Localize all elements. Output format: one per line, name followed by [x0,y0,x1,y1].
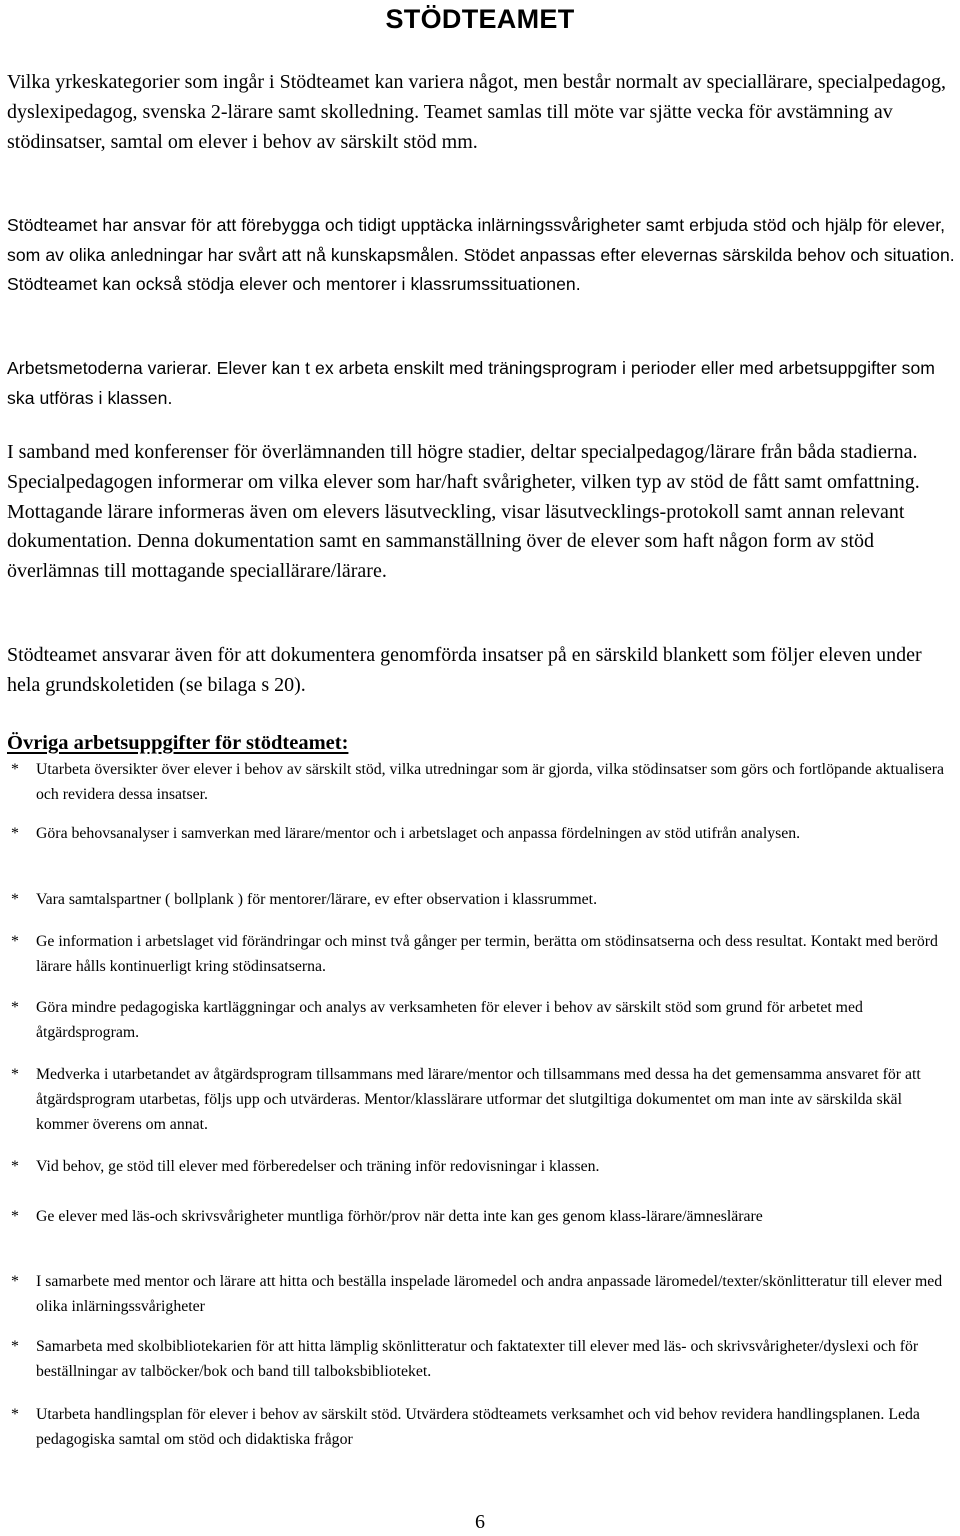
task-item [11,887,956,912]
task-text: Göra behovsanalyser i samverkan med lärare/mentor och i arbetslaget och anpassa fördelningen av stöd utifrån analysen. [36,825,801,842]
bullet-star: * [11,891,19,908]
task-item [11,821,956,846]
task-item [11,929,956,979]
bullet-star: * [11,1406,19,1423]
task-text: Samarbeta med skolbibliotekarien för att hitta lämplig skönlitteratur och faktatexter till elever med läs- och skrivsvårigheter/dyslexi och för beställningar av talböcker/bok och band till talboksbiblioteket. [36,1338,919,1380]
page-title: STÖDTEAMET [385,4,575,34]
bullet-star: * [11,1208,19,1225]
task-text: I samarbete med mentor och lärare att hitta och beställa inspelade läromedel och andra anpassade läromedel/texter/skönlitteratur till elever med olika inlärningssvårigheter [36,1273,943,1315]
task-item [11,1402,956,1452]
task-item [11,1269,956,1319]
task-item [11,995,956,1045]
task-item [11,1154,956,1179]
intro-paragraph: Vilka yrkeskategorier som ingår i Stödteamet kan variera något, men består normalt av speciallärare, specialpedagog, dyslexipedagog, svenska 2-lärare samt skolledning. Teamet samlas till möte var sjätte vecka för avstämning av stödinsatser, samtal om elever i behov av särskilt stöd mm. [7,71,946,153]
task-item [11,1062,956,1137]
methods-paragraph: Arbetsmetoderna varierar. Elever kan t ex arbeta enskilt med träningsprogram i perioder eller med arbetsuppgifter som ska utföras i klassen. [7,358,936,408]
bullet-star: * [11,1066,19,1083]
task-text: Utarbeta handlingsplan för elever i behov av särskilt stöd. Utvärdera stödteamets verksamhet och vid behov revidera handlingsplanen. Leda pedagogiska samtal om stöd och didaktiska frågor [36,1406,920,1448]
handover-paragraph: I samband med konferenser för överlämnanden till högre stadier, deltar specialpedagog/lärare från båda stadierna. Specialpedagogen informerar om vilka elever som har/haft svårigheter, vilken typ av stöd de fått samt omfattning. Mottagande lärare informeras även om elevers läsutveckling, visar läsutvecklings-protokoll samt annan relevant dokumentation. Denna dokumentation samt en sammanställning över de elever som haft någon form av stöd överlämnas till mottagande speciallärare/lärare. [7,441,920,583]
bullet-star: * [11,825,19,842]
task-item [11,1334,956,1384]
task-text: Göra mindre pedagogiska kartläggningar och analys av verksamheten för elever i behov av särskilt stöd som grund för arbetet med åtgärdsprogram. [36,999,863,1041]
tasks-heading: Övriga arbetsuppgifter för stödteamet: [7,732,349,754]
bullet-star: * [11,761,19,778]
task-text: Vara samtalspartner ( bollplank ) för mentorer/lärare, ev efter observation i klassrummet. [36,891,598,908]
bullet-star: * [11,999,19,1016]
responsibility-paragraph: Stödteamet har ansvar för att förebygga och tidigt upptäcka inlärningssvårigheter samt erbjuda stöd och hjälp för elever, som av olika anledningar har svårt att nå kunskapsmålen. Stödet anpassas efter elevernas särskilda behov och situation. Stödteamet kan också stödja elever och mentorer i klassrumssituationen. [7,215,955,295]
task-text: Utarbeta översikter över elever i behov av särskilt stöd, vilka utredningar som är gjorda, vilka stödinsatser som görs och fortlöpande aktualisera och revidera dessa insatser. [36,761,945,803]
task-item [11,1204,956,1229]
task-text: Ge elever med läs-och skrivsvårigheter muntliga förhör/prov när detta inte kan ges genom klass-lärare/ämneslärare [36,1208,763,1225]
task-item [11,757,956,807]
bullet-star: * [11,933,19,950]
page-number: 6 [475,1511,485,1533]
bullet-star: * [11,1158,19,1175]
task-text: Ge information i arbetslaget vid förändringar och minst två gånger per termin, berätta om stödinsatserna och dess resultat. Kontakt med berörd lärare hålls kontinuerligt kring stödinsatserna. [36,933,938,975]
task-text: Medverka i utarbetandet av åtgärdsprogram tillsammans med lärare/mentor och tillsammans med dessa ha det gemensamma ansvaret för att åtgärdsprogram utarbetas, följs upp och utvärderas. Mentor/klasslärare utformar det slutgiltiga dokumentet om man inte av särskilda skäl kommer överens om annat. [36,1066,921,1133]
bullet-star: * [11,1338,19,1355]
bullet-star: * [11,1273,19,1290]
documentation-paragraph: Stödteamet ansvarar även för att dokumentera genomförda insatser på en särskild blankett som följer eleven under hela grundskoletiden (se bilaga s 20). [7,644,922,696]
task-text: Vid behov, ge stöd till elever med förberedelser och träning inför redovisningar i klassen. [36,1158,600,1175]
